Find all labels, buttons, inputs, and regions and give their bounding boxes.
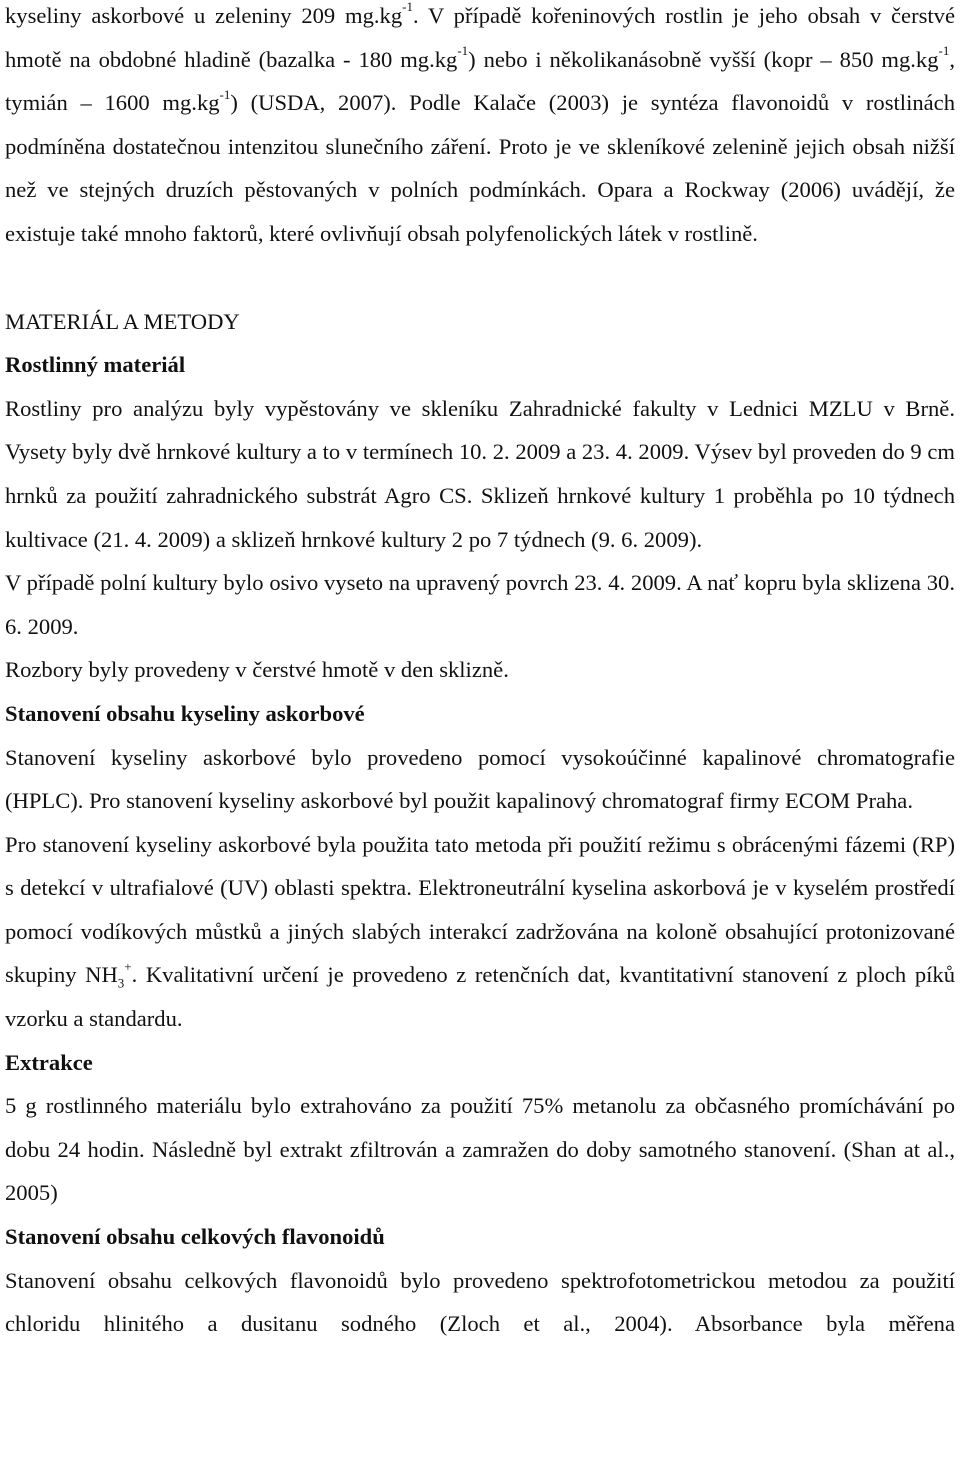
heading-extraction: Extrakce	[5, 1049, 93, 1075]
superscript: +	[124, 958, 132, 974]
text-run: , tymián – 1600 mg.kg	[5, 46, 955, 116]
subscript: 3	[117, 975, 125, 991]
superscript: -1	[457, 43, 469, 59]
text-run: . V případě kořeninových rostlin je jeho obsah v čerstvé hmotě na obdobné hladině (bazalka - 180 mg.kg	[5, 3, 955, 72]
plant-paragraph-1: Rostliny pro analýzu byly vypěstovány ve skleníku Zahradnické fakulty v Lednici MZLU v Brně. Vysety byly dvě hrnkové kultury a to v termínech 10. 2. 2009 a 23. 4. 2009. Výsev byl proveden do 9 cm hrnků za použití zahradnického substrát Agro CS. Sklizeň hrnkové kultury 1 proběhla po 10 týdnech kultivace (21. 4. 2009) a sklizeň hrnkové kultury 2 po 7 týdnech (9. 6. 2009).	[5, 395, 955, 552]
superscript: -1	[219, 86, 231, 102]
superscript: -1	[402, 0, 413, 15]
ascorbic-paragraph-1: Stanovení kyseliny askorbové bylo provedeno pomocí vysokoúčinné kapalinové chromatografie (HPLC). Pro stanovení kyseliny askorbové byl použit kapalinový chromatograf firmy ECOM Praha.	[5, 744, 955, 814]
text-run: . Kvalitativní určení je provedeno z retenčních dat, kvantitativní stanovení z ploch píků vzorku a standardu.	[5, 962, 955, 1032]
section-spacer	[5, 256, 955, 300]
flavonoid-paragraph: Stanovení obsahu celkových flavonoidů bylo provedeno spektrofotometrickou metodou za použití chloridu hlinitého a dusitanu sodného (Zloch et al., 2004). Absorbance byla měřena	[5, 1267, 955, 1337]
superscript: -1	[938, 43, 950, 59]
heading-plant-material: Rostlinný materiál	[5, 352, 186, 378]
text-run: kyseliny askorbové u zeleniny 209 mg.kg	[5, 3, 403, 28]
extraction-paragraph: 5 g rostlinného materiálu bylo extrahováno za použití 75% metanolu za občasného promíchávání po dobu 24 hodin. Následně byl extrakt zfiltrován a zamražen do doby samotného stanovení. (Shan at al., 2005)	[5, 1093, 955, 1206]
plant-paragraph-3: Rozbory byly provedeny v čerstvé hmotě v den sklizně.	[5, 657, 509, 683]
text-run: ) nebo i několikanásobně vyšší (kopr – 850 mg.kg	[468, 46, 939, 72]
heading-ascorbic-acid: Stanovení obsahu kyseliny askorbové	[5, 700, 365, 726]
document-page	[5, 0, 955, 1346]
text-run: ) (USDA, 2007). Podle Kalače (2003) je syntéza flavonoidů v rostlinách podmíněna dostatečnou intenzitou slunečního záření. Proto je ve skleníkové zelenině jejich obsah nižší než ve stejných druzích pěstovaných v polních podmínkách. Opara a Rockway (2006) uvádějí, že existuje také mnoho faktorů, které ovlivňují obsah polyfenolických látek v rostlině.	[5, 90, 956, 246]
intro-paragraph	[5, 0, 955, 256]
section-title: MATERIÁL A METODY	[5, 308, 240, 334]
heading-flavonoids: Stanovení obsahu celkových flavonoidů	[5, 1224, 385, 1250]
plant-paragraph-2: V případě polní kultury bylo osivo vyseto na upravený povrch 23. 4. 2009. A nať kopru byla sklizena 30. 6. 2009.	[5, 570, 955, 639]
ascorbic-paragraph-2	[5, 823, 955, 1041]
text-run: Pro stanovení kyseliny askorbové byla použita tato metoda při použití režimu s obrácenými fázemi (RP) s detekcí v ultrafialové (UV) oblasti spektra. Elektroneutrální kyselina askorbová je v kyselém prostředí pomocí vodíkových můstků a jiných slabých interakcí zadržována na koloně obsahující protonizované skupiny NH	[5, 831, 955, 988]
